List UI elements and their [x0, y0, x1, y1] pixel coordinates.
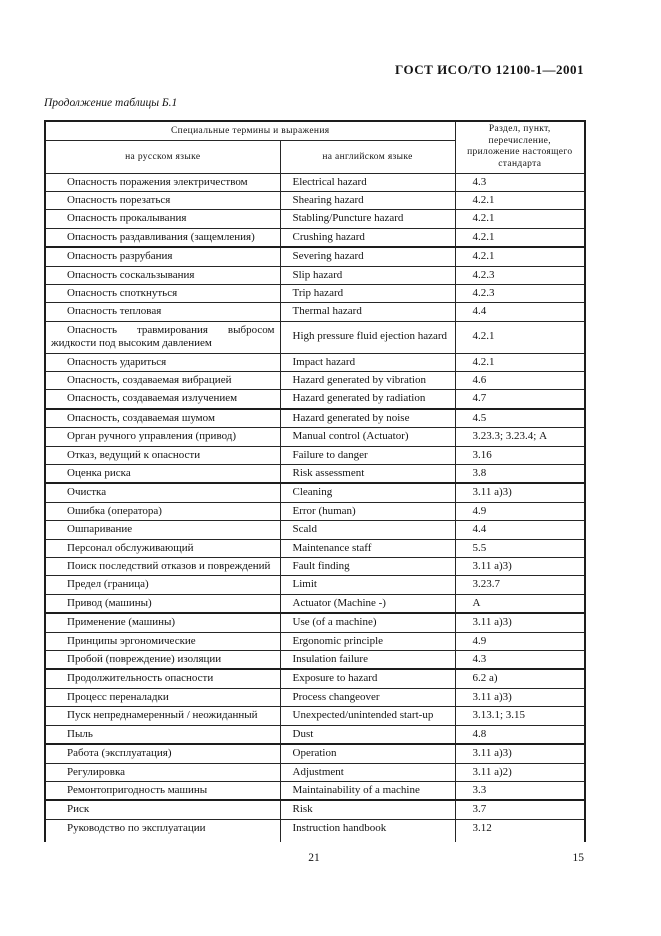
table-row — [45, 483, 585, 502]
table-row — [45, 594, 585, 613]
table-header — [45, 121, 585, 173]
reference-cell: 4.3 — [455, 173, 585, 191]
term-en-cell: Hazard generated by noise — [280, 409, 455, 428]
reference-cell: 4.9 — [455, 502, 585, 520]
term-ru-cell: Опасность тепловая — [45, 303, 280, 321]
reference-cell: 3.8 — [455, 465, 585, 484]
term-en-cell: Adjustment — [280, 763, 455, 781]
term-ru-cell: Пуск непреднамеренный / неожиданный — [45, 707, 280, 725]
table-row — [45, 210, 585, 228]
reference-cell: 4.2.1 — [455, 247, 585, 266]
term-ru-cell: Опасность споткнуться — [45, 284, 280, 302]
reference-cell: 3.11 а)3) — [455, 613, 585, 632]
table-row — [45, 371, 585, 389]
reference-cell: 4.8 — [455, 725, 585, 744]
term-en-cell: Cleaning — [280, 483, 455, 502]
term-ru-cell: Предел (граница) — [45, 576, 280, 594]
term-en-cell: Actuator (Machine -) — [280, 594, 455, 613]
term-ru-cell: Ремонтопригодность машины — [45, 781, 280, 800]
reference-cell: А — [455, 594, 585, 613]
term-ru-cell: Регулировка — [45, 763, 280, 781]
term-ru-cell: Очистка — [45, 483, 280, 502]
term-en-cell: Insulation failure — [280, 651, 455, 670]
term-ru-cell: Принципы эргономические — [45, 632, 280, 650]
reference-cell: 4.2.1 — [455, 321, 585, 353]
page-number-center: 21 — [308, 852, 320, 864]
table-row — [45, 576, 585, 594]
term-ru-cell: Оценка риска — [45, 465, 280, 484]
reference-cell: 3.23.7 — [455, 576, 585, 594]
term-ru-cell: Опасность раздавливания (защемления) — [45, 228, 280, 247]
term-ru-cell: Риск — [45, 800, 280, 819]
table-row — [45, 266, 585, 284]
table-body — [45, 173, 585, 842]
header-english-column: на английском языке — [280, 140, 455, 173]
term-en-cell: Operation — [280, 744, 455, 763]
term-en-cell: Risk — [280, 800, 455, 819]
term-en-cell: Fault finding — [280, 558, 455, 576]
reference-cell: 4.4 — [455, 521, 585, 539]
term-ru-cell: Ошпаривание — [45, 521, 280, 539]
term-en-cell: Scald — [280, 521, 455, 539]
table-row — [45, 446, 585, 464]
reference-cell: 4.2.1 — [455, 353, 585, 371]
term-ru-cell: Руководство по эксплуатации — [45, 819, 280, 842]
table-row — [45, 781, 585, 800]
header-terms-group: Специальные термины и выражения — [45, 121, 455, 140]
terms-table — [44, 120, 586, 842]
table-row — [45, 247, 585, 266]
term-en-cell: Use (of a machine) — [280, 613, 455, 632]
table-row — [45, 613, 585, 632]
reference-cell: 6.2 а) — [455, 669, 585, 688]
term-en-cell: Maintainability of a machine — [280, 781, 455, 800]
term-en-cell: Impact hazard — [280, 353, 455, 371]
term-en-cell: Process changeover — [280, 688, 455, 706]
table-row — [45, 744, 585, 763]
table-row — [45, 539, 585, 557]
term-ru-cell: Опасность травмирования выбросом жидкости под высоким давлением — [45, 321, 280, 353]
reference-cell: 4.7 — [455, 390, 585, 409]
table-row — [45, 321, 585, 353]
term-en-cell: Exposure to hazard — [280, 669, 455, 688]
term-ru-cell: Опасность, создаваемая излучением — [45, 390, 280, 409]
table-row — [45, 390, 585, 409]
document-code: ГОСТ ИСО/ТО 12100-1—2001 — [395, 62, 584, 77]
table-row — [45, 800, 585, 819]
term-ru-cell: Опасность, создаваемая шумом — [45, 409, 280, 428]
term-ru-cell: Орган ручного управления (привод) — [45, 428, 280, 446]
reference-cell: 3.11 а)2) — [455, 763, 585, 781]
term-ru-cell: Персонал обслуживающий — [45, 539, 280, 557]
term-ru-cell: Ошибка (оператора) — [45, 502, 280, 520]
table-row — [45, 173, 585, 191]
term-en-cell: Stabling/Puncture hazard — [280, 210, 455, 228]
term-ru-cell: Опасность порезаться — [45, 191, 280, 209]
term-en-cell: Crushing hazard — [280, 228, 455, 247]
table-row — [45, 191, 585, 209]
term-ru-cell: Продолжительность опасности — [45, 669, 280, 688]
reference-cell: 4.2.1 — [455, 210, 585, 228]
term-en-cell: Slip hazard — [280, 266, 455, 284]
reference-cell: 4.2.3 — [455, 266, 585, 284]
term-ru-cell: Опасность поражения электричеством — [45, 173, 280, 191]
term-en-cell: Electrical hazard — [280, 173, 455, 191]
reference-cell: 4.2.1 — [455, 191, 585, 209]
table-row — [45, 465, 585, 484]
reference-cell: 3.3 — [455, 781, 585, 800]
reference-cell: 4.6 — [455, 371, 585, 389]
table-row — [45, 228, 585, 247]
term-ru-cell: Работа (эксплуатация) — [45, 744, 280, 763]
term-ru-cell: Пыль — [45, 725, 280, 744]
term-en-cell: Shearing hazard — [280, 191, 455, 209]
term-ru-cell: Поиск последствий отказов и повреждений — [45, 558, 280, 576]
reference-cell: 3.13.1; 3.15 — [455, 707, 585, 725]
term-ru-cell: Процесс переналадки — [45, 688, 280, 706]
table-row — [45, 819, 585, 842]
term-ru-cell: Опасность удариться — [45, 353, 280, 371]
page-number-right: 15 — [572, 852, 584, 864]
term-en-cell: Hazard generated by radiation — [280, 390, 455, 409]
table-row — [45, 521, 585, 539]
table-row — [45, 502, 585, 520]
reference-cell: 3.11 а)3) — [455, 483, 585, 502]
term-en-cell: Failure to danger — [280, 446, 455, 464]
term-en-cell: Trip hazard — [280, 284, 455, 302]
table-row — [45, 651, 585, 670]
reference-cell: 4.3 — [455, 651, 585, 670]
term-ru-cell: Применение (машины) — [45, 613, 280, 632]
term-en-cell: Manual control (Actuator) — [280, 428, 455, 446]
reference-cell: 5.5 — [455, 539, 585, 557]
term-ru-cell: Опасность соскальзывания — [45, 266, 280, 284]
reference-cell: 3.12 — [455, 819, 585, 842]
term-en-cell: Hazard generated by vibration — [280, 371, 455, 389]
term-en-cell: Limit — [280, 576, 455, 594]
table-row — [45, 284, 585, 302]
reference-cell: 3.23.3; 3.23.4; А — [455, 428, 585, 446]
reference-cell: 3.7 — [455, 800, 585, 819]
reference-cell: 3.11 а)3) — [455, 558, 585, 576]
term-en-cell: Unexpected/unintended start-up — [280, 707, 455, 725]
reference-cell: 4.5 — [455, 409, 585, 428]
header-russian-column: на русском языке — [45, 140, 280, 173]
table-row — [45, 303, 585, 321]
term-en-cell: Dust — [280, 725, 455, 744]
header-reference-column: Раздел, пункт, перечисление, приложение настоящего стандарта — [455, 121, 585, 173]
term-ru-cell: Опасность, создаваемая вибрацией — [45, 371, 280, 389]
reference-cell: 4.9 — [455, 632, 585, 650]
table-caption: Продолжение таблицы Б.1 — [44, 97, 178, 109]
term-en-cell: Severing hazard — [280, 247, 455, 266]
table-row — [45, 763, 585, 781]
term-ru-cell: Привод (машины) — [45, 594, 280, 613]
table-row — [45, 688, 585, 706]
reference-cell: 3.16 — [455, 446, 585, 464]
table-row — [45, 428, 585, 446]
term-en-cell: Error (human) — [280, 502, 455, 520]
term-ru-cell: Пробой (повреждение) изоляции — [45, 651, 280, 670]
reference-cell: 4.4 — [455, 303, 585, 321]
reference-cell: 3.11 а)3) — [455, 688, 585, 706]
term-ru-cell: Опасность разрубания — [45, 247, 280, 266]
term-en-cell: High pressure fluid ejection hazard — [280, 321, 455, 353]
table-row — [45, 558, 585, 576]
table-row — [45, 669, 585, 688]
reference-cell: 3.11 а)3) — [455, 744, 585, 763]
table-row — [45, 725, 585, 744]
term-en-cell: Maintenance staff — [280, 539, 455, 557]
table-row — [45, 353, 585, 371]
reference-cell: 4.2.3 — [455, 284, 585, 302]
table-row — [45, 409, 585, 428]
term-ru-cell: Опасность прокалывания — [45, 210, 280, 228]
term-en-cell: Thermal hazard — [280, 303, 455, 321]
table-row — [45, 707, 585, 725]
term-en-cell: Instruction handbook — [280, 819, 455, 842]
term-en-cell: Risk assessment — [280, 465, 455, 484]
term-ru-cell: Отказ, ведущий к опасности — [45, 446, 280, 464]
table-row — [45, 632, 585, 650]
reference-cell: 4.2.1 — [455, 228, 585, 247]
term-en-cell: Ergonomic principle — [280, 632, 455, 650]
